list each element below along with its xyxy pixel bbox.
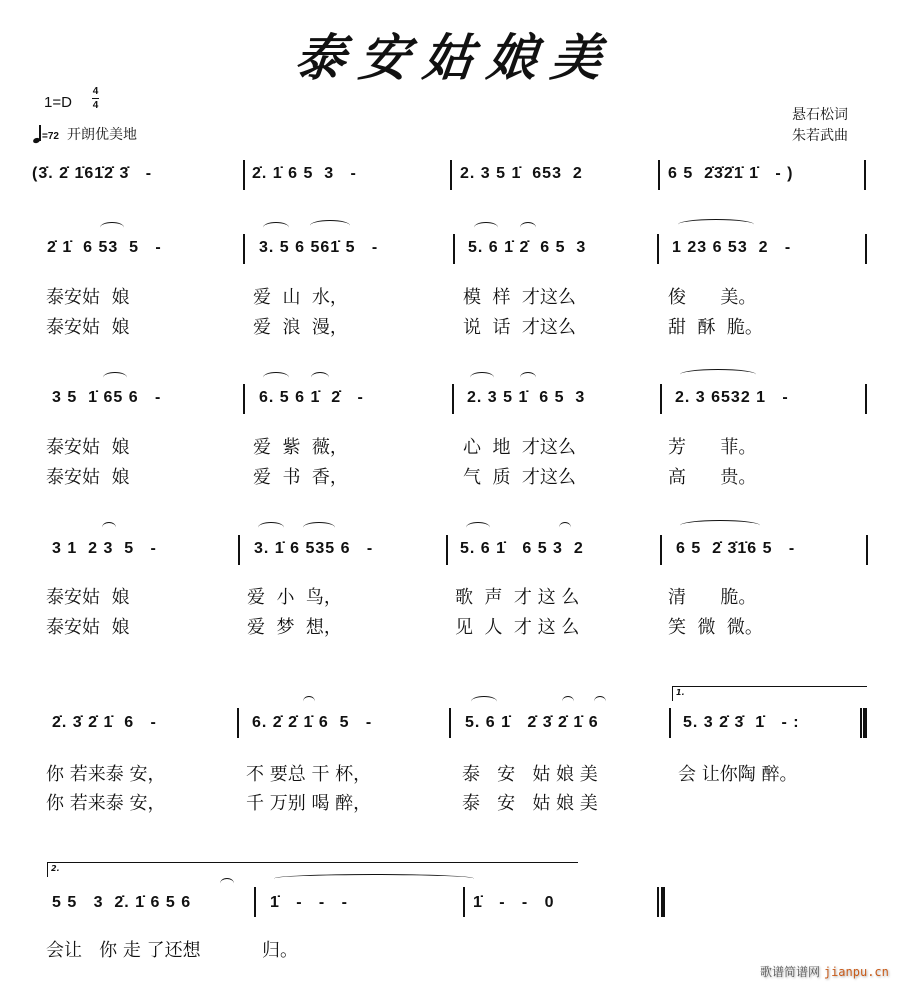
lyric-line: 会让 你 走 了还想 — [46, 940, 201, 961]
volta-label: 2. — [51, 864, 60, 873]
lyric-line: 泰安姑 娘 — [46, 287, 130, 308]
lyric-line: 爱 梦 想， — [247, 617, 342, 638]
measure: 2. 3 6532 1 - — [675, 389, 789, 406]
measure: 5. 6 1̇ 6 5 3 2 — [460, 540, 584, 557]
lyric-line: 高 贵。 — [668, 467, 757, 488]
slur — [678, 219, 754, 230]
tempo-bpm: =72 — [42, 131, 59, 142]
slur — [594, 696, 606, 707]
lyric-line: 气 质 才这么 — [463, 467, 576, 488]
slur — [263, 372, 289, 383]
volta-first-ending — [672, 686, 867, 701]
measure: 3 5 1̇ 65 6 - — [52, 389, 162, 406]
slur — [102, 522, 116, 533]
tie — [274, 874, 474, 883]
measure: 1̇ - - 0 — [473, 894, 555, 911]
volta-label: 1. — [676, 688, 685, 697]
lyric-line: 见 人 才 这 么 — [455, 617, 580, 638]
bar-line — [866, 535, 868, 565]
slur — [258, 522, 284, 533]
bar-line — [660, 535, 662, 565]
lyric-line: 爱 小 鸟， — [247, 587, 342, 608]
slur — [520, 372, 536, 383]
measure: 5. 3 2̇ 3̇ 1̇ - : — [683, 714, 800, 731]
bar-line — [243, 234, 245, 264]
slur — [466, 522, 490, 533]
lyric-line: 你 若来泰 安， — [46, 793, 166, 814]
slur — [303, 696, 315, 707]
time-signature-bottom: 4 — [92, 100, 99, 111]
lyric-line: 泰安姑 娘 — [46, 317, 130, 338]
bar-line — [865, 234, 867, 264]
watermark-url: jianpu.cn — [823, 965, 889, 979]
measure: 6 5 2̇ 3̇1̇6 5 - — [676, 540, 796, 557]
lyric-line: 泰安姑 娘 — [46, 587, 130, 608]
repeat-end-thin-bar — [860, 708, 862, 738]
key-signature: 1=D — [44, 94, 72, 111]
lyric-line: 芳 菲。 — [668, 437, 757, 458]
lyric-line: 俊 美。 — [668, 287, 757, 308]
lyric-line: 千 万别 喝 醉， — [246, 793, 372, 814]
quarter-note-icon — [32, 125, 42, 143]
lyric-line: 爱 浪 漫， — [253, 317, 348, 338]
lyric-line: 不 要总 干 杯， — [246, 764, 372, 785]
measure: 5. 6 1̇ 2̇ 6 5 3 — [468, 239, 587, 256]
slur — [474, 222, 498, 233]
lyric-line: 爱 紫 薇， — [253, 437, 348, 458]
slur — [470, 372, 494, 383]
lyric-line: 泰 安 姑 娘 美 — [462, 793, 598, 814]
measure: 3. 1̇ 6 535 6 - — [254, 540, 374, 557]
bar-line — [254, 887, 256, 917]
lyric-line: 模 样 才这么 — [463, 287, 576, 308]
lyric-line: 会 让你陶 醉。 — [678, 764, 798, 785]
slur — [220, 878, 234, 889]
slur — [303, 522, 335, 533]
lyric-line: 你 若来泰 安， — [46, 764, 166, 785]
measure: 3. 5 6 561̇ 5 - — [259, 239, 379, 256]
bar-line — [237, 708, 239, 738]
bar-line — [864, 160, 866, 190]
measure: 2̇. 1̇ 6 5 3 - — [252, 165, 357, 182]
slur — [471, 696, 497, 707]
bar-line — [452, 384, 454, 414]
bar-line — [865, 384, 867, 414]
bar-line — [446, 535, 448, 565]
bar-line — [660, 384, 662, 414]
composer-credit: 朱若武曲 — [792, 127, 848, 143]
credits — [792, 104, 848, 146]
measure: 6. 2̇ 2̇ 1̇ 6 5 - — [252, 714, 373, 731]
measure: 5 5 3 2̇. 1̇ 6 5 6 — [52, 894, 192, 911]
slur — [680, 369, 756, 380]
lyric-line: 说 话 才这么 — [463, 317, 576, 338]
bar-line — [658, 160, 660, 190]
measure: 2̇. 3̇ 2̇ 1̇ 6 - — [52, 714, 157, 731]
measure: 3 1 2 3 5 - — [52, 540, 157, 557]
lyric-line: 歌 声 才 这 么 — [455, 587, 580, 608]
final-thick-bar — [661, 887, 665, 917]
watermark — [760, 963, 889, 980]
bar-line — [243, 384, 245, 414]
slur — [263, 222, 289, 233]
bar-line — [238, 535, 240, 565]
lyric-line: 泰安姑 娘 — [46, 437, 130, 458]
lyric-line: 泰 安 姑 娘 美 — [462, 764, 598, 785]
slur — [559, 522, 571, 533]
fraction-bar — [92, 98, 99, 99]
bar-line — [657, 234, 659, 264]
measure: 1 23 6 53 2 - — [672, 239, 792, 256]
lyric-line: 笑 微 微。 — [668, 617, 763, 638]
measure: 2̇ 1̇ 6 53 5 - — [47, 239, 162, 256]
watermark-site-name: 歌谱简谱网 — [760, 965, 821, 979]
measure: 5. 6 1̇ 2̇ 3̇ 2̇ 1̇ 6 — [465, 714, 599, 731]
lyric-line: 清 脆。 — [668, 587, 757, 608]
lyric-line: 爱 书 香， — [253, 467, 348, 488]
measure: 1̇ - - - — [270, 894, 348, 911]
repeat-end-thick-bar — [863, 708, 867, 738]
measure: 2. 3 5 1̇ 653 2 — [460, 165, 583, 182]
time-signature-top: 4 — [92, 86, 99, 97]
lyricist-credit: 悬石松词 — [792, 106, 848, 122]
slur — [680, 520, 760, 531]
measure: (3̇. 2̇ 1̇61̇2̇ 3̇ - — [32, 165, 153, 182]
lyric-line: 泰安姑 娘 — [46, 617, 130, 638]
time-signature — [92, 86, 99, 111]
bar-line — [463, 887, 465, 917]
bar-line — [669, 708, 671, 738]
song-title: 泰安姑娘美 — [292, 28, 619, 87]
slur — [311, 372, 329, 383]
final-thin-bar — [657, 887, 659, 917]
measure: 6 5 2̇3̇2̇1̇ 1̇ - ) — [668, 165, 794, 182]
lyric-line: 心 地 才这么 — [463, 437, 576, 458]
lyric-line: 爱 山 水， — [253, 287, 348, 308]
lyric-line: 归。 — [262, 940, 298, 961]
lyric-line: 泰安姑 娘 — [46, 467, 130, 488]
measure: 2. 3 5 1̇ 6 5 3 — [467, 389, 586, 406]
bar-line — [243, 160, 245, 190]
slur — [310, 220, 350, 231]
bar-line — [450, 160, 452, 190]
lyric-line: 甜 酥 脆。 — [668, 317, 763, 338]
slur — [562, 696, 574, 707]
measure: 6. 5 6 1̇ 2̇ - — [259, 389, 364, 406]
slur — [103, 372, 127, 383]
bar-line — [453, 234, 455, 264]
slur — [520, 222, 536, 233]
slur — [100, 222, 124, 233]
bar-line — [449, 708, 451, 738]
expression-mark: 开朗优美地 — [66, 126, 137, 142]
tempo-marking — [32, 124, 137, 144]
